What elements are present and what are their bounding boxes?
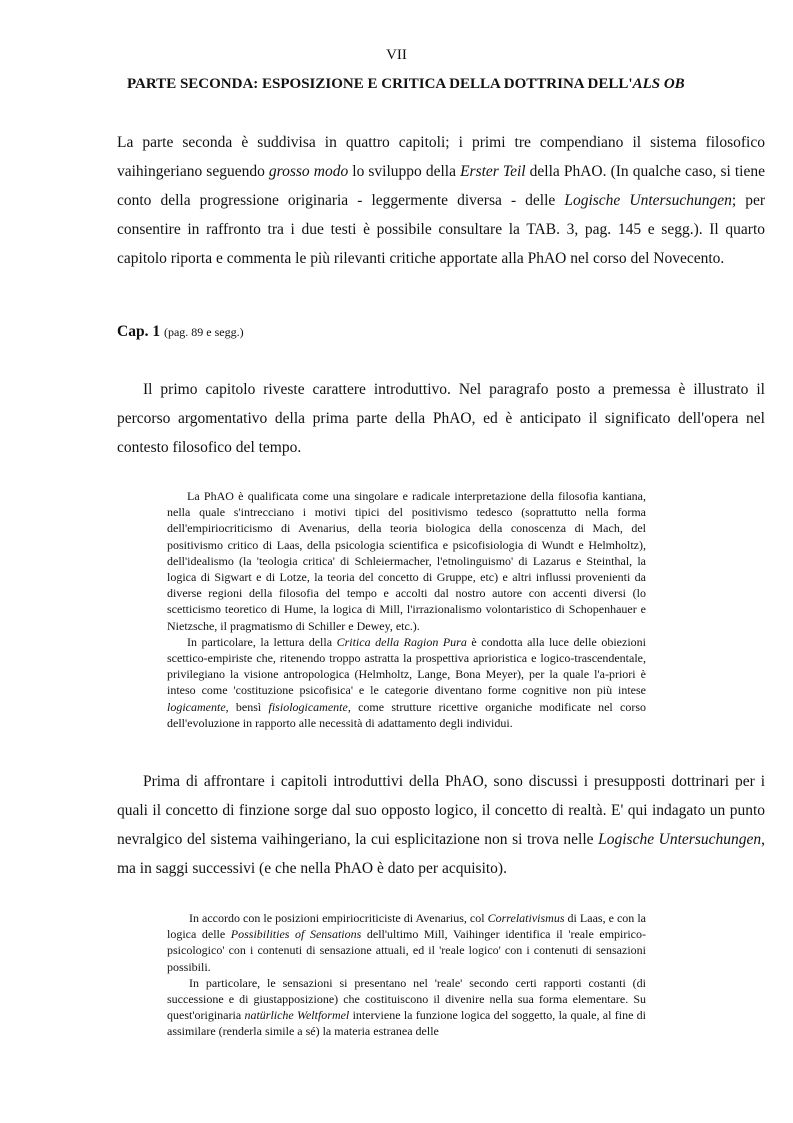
italic-span: fisiologicamente	[268, 699, 348, 714]
text-span: In particolare, le sensazioni si presentano nel 'reale' secondo certi rapporti costanti (di successione e di giustapposizione) che costituiscono il divenire nella sua forma elementare. Su quest'originaria	[167, 975, 646, 1023]
text-span: In particolare, la lettura della	[187, 634, 337, 649]
section-heading	[127, 76, 727, 93]
text-span: interviene la funzione logica del soggetto, la quale, al fine di assimilare (renderla simile a sé) la materia estranea delle	[167, 1008, 647, 1039]
summary-block-1-para-1: La PhAO è qualificata come una singolare e radicale interpretazione della filosofia kantiana, nella quale s'intrecciano i motivi tipici del positivismo tedesco (soprattutto nella forma dell'empiriocriticismo di Avenarius, della teoria biologica della conoscenza di Mach, del positivismo critico di Laas, della psicologia scientifica e psicofisiologia di Wundt e Helmholtz), dell'idealismo (la 'teologia critica' di Schleiermacher, l'etnolinguismo' di Lazarus e Steinthal, la logica di Sigwart e di Lotze, la teoria del concetto di Gruppe, etc) e altri influssi provenienti da diverse regioni della filosofia del tempo e accolti dal nostro autore con accenti diversi (lo scetticismo teoretico di Hume, la logica di Mill, l'irrazionalismo volontaristico di Schopenhauer e Nietzsche, il pragmatismo di Schiller e Dewey, etc.).	[167, 489, 646, 633]
summary-block-2	[167, 910, 646, 1040]
chapter-heading	[117, 323, 244, 341]
italic-span: Critica della Ragion Pura	[336, 634, 467, 649]
section-heading-text: PARTE SECONDA: ESPOSIZIONE E CRITICA DELLA DOTTRINA DELL'	[127, 76, 633, 92]
page-number: VII	[386, 47, 407, 63]
text-span: Prima di affrontare i capitoli introduttivi della PhAO, sono discussi i presupposti dottrinari per i quali il concetto di finzione sorge dal suo opposto logico, il concetto di realtà. E' qui indagato un punto nevralgico del sistema vaihingeriano, la cui esplicitazione non si trova nelle	[117, 773, 765, 848]
text-span: La parte seconda è suddivisa in quattro capitoli; i primi tre compendiano il sistema filosofico vaihingeriano seguendo	[117, 134, 765, 180]
text-span: , come strutture ricettive organiche modificate nel corso dell'evoluzione in rapporto alle necessità di adattamento degli individui.	[167, 699, 646, 730]
italic-span: Erster Teil	[460, 163, 526, 180]
chapter-intro-paragraph: Il primo capitolo riveste carattere introduttivo. Nel paragrafo posto a premessa è illustrato il percorso argomentativo della prima parte della PhAO, ed è anticipato il significato dell'opera nel contesto filosofico del tempo.	[117, 381, 765, 456]
text-span: dell'ultimo Mill, Vaihinger identifica il 'reale empirico-psicologico' con i contenuti di sensazione attuali, ed il 'reale logico' con i contenuti di sensazioni possibili.	[167, 927, 647, 974]
italic-span: Logische Untersuchungen	[564, 192, 732, 209]
summary-block-2-para-2	[167, 975, 646, 1040]
italic-span: Possibilities of Sensations	[230, 927, 362, 942]
italic-span: natürliche Weltformel	[244, 1008, 350, 1023]
summary-block-2-para-1	[167, 910, 646, 975]
italic-span: grosso modo	[268, 163, 349, 180]
text-span: ; per consentire in raffronto tra i due testi è possibile consultare la TAB. 3, pag. 145 e segg.). Il quarto capitolo riporta e commenta le più rilevanti critiche apportate alla PhAO nel corso del Novecento.	[117, 192, 765, 267]
chapter-label: Cap. 1	[117, 323, 161, 340]
text-span: In accordo con le posizioni empiriocriticiste di Avenarius, col	[189, 911, 488, 925]
section-heading-italic: ALS OB	[632, 76, 685, 92]
chapter-page-ref: (pag. 89 e segg.)	[163, 325, 244, 339]
text-span: lo sviluppo della	[348, 163, 461, 180]
summary-block-1	[167, 488, 646, 731]
text-span: della PhAO. (In qualche caso, si tiene conto della progressione originaria - leggermente diversa - delle	[117, 163, 765, 209]
summary-block-1-para-2	[167, 634, 646, 731]
italic-span: Correlativismus	[487, 911, 565, 925]
presuppositions-paragraph	[117, 767, 765, 883]
italic-span: logicamente	[167, 699, 226, 714]
text-span: è condotta alla luce delle obiezioni scettico-empiriste che, ritenendo troppo astratta la prospettiva aprioristica e logico-trascendentale, privilegiano la visione antropologica (Helmholtz, Lange, Bona Meyer), per la quale l'a-priori è inteso come 'costituzione psicofisica' e le categorie diventano forme cognitive non più intese	[167, 634, 646, 698]
italic-span: Logische Untersuchungen	[598, 831, 762, 848]
intro-paragraph	[117, 128, 765, 273]
text-span: , bensì	[225, 699, 269, 714]
text-span: di Laas, e con la logica delle	[167, 911, 646, 942]
text-span: , ma in saggi successivi (e che nella PhAO è dato per acquisito).	[117, 831, 765, 877]
